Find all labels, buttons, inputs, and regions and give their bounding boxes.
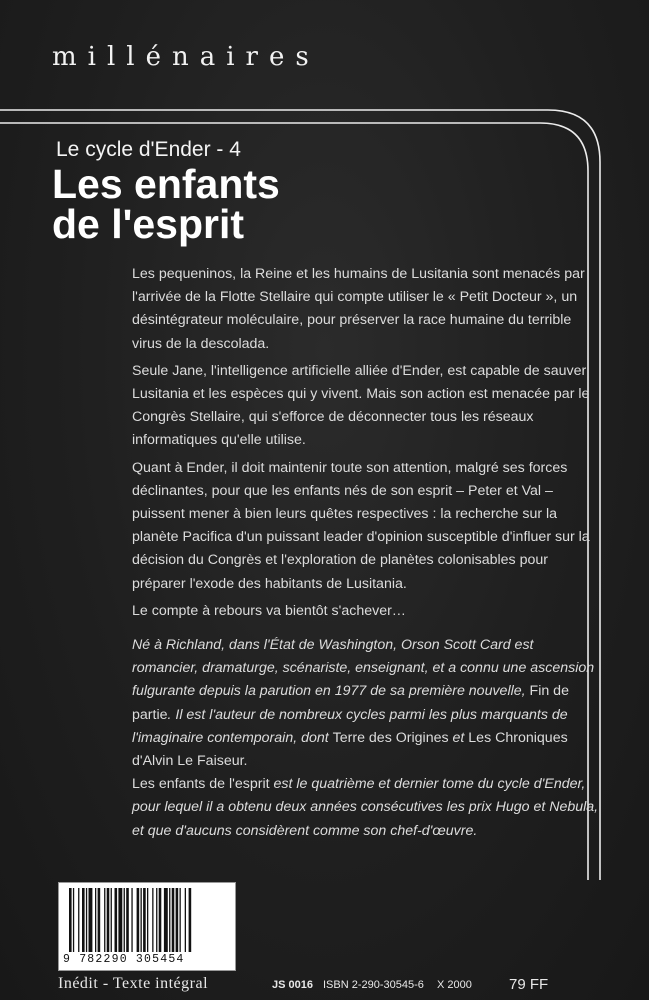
- bio-work-title: Fin de partie: [132, 683, 569, 723]
- barcode-bar: [152, 888, 153, 952]
- barcode-bar: [82, 888, 85, 952]
- bio-work-title: Les Chroniques d'Alvin Le Faiseur: [132, 729, 568, 770]
- summary-paragraph: Seule Jane, l'intelligence artificielle alliée d'Ender, est capable de sauver Lusitania et les espèces qui y vivent. Mais son action est menacée par le Congrès Stellaire, qui s'efforce de déconnecter tous les réseaux informatiques qu'elle utilise.: [132, 362, 590, 449]
- barcode-bar: [131, 888, 132, 952]
- barcode-bar: [78, 888, 79, 952]
- barcode-bar: [141, 888, 142, 952]
- barcode-bar: [176, 888, 179, 952]
- summary-text: [132, 263, 602, 627]
- edition-year: X 2000: [437, 979, 472, 991]
- barcode-bar: [156, 888, 157, 952]
- summary-paragraph: Le compte à rebours va bientôt s'achever…: [132, 602, 406, 619]
- barcode-bar: [69, 888, 72, 952]
- barcode-bar: [98, 888, 101, 952]
- barcode-bar: [115, 888, 118, 952]
- cycle-label: Le cycle d'Ender - 4: [56, 138, 241, 161]
- barcode-bar: [95, 888, 96, 952]
- barcode-bar: [89, 888, 93, 952]
- summary-paragraph: Les pequeninos, la Reine et les humains de Lusitania sont menacés par l'arrivée de la Flotte Stellaire qui compte utiliser le « Petit Docteur », un désintégrateur moléculaire, pour préserver la race humaine du terrible virus de la descolada.: [132, 266, 585, 352]
- edition-label: Inédit - Texte intégral: [58, 975, 209, 992]
- barcode: [58, 882, 236, 971]
- bio-text: et: [448, 729, 469, 746]
- bio-text: .: [243, 753, 248, 770]
- author-bio: [132, 634, 602, 843]
- barcode-bar: [143, 888, 146, 952]
- book-title: [52, 161, 280, 247]
- barcode-bar: [86, 888, 87, 952]
- barcode-bar: [73, 888, 74, 952]
- bio-work-title: Les enfants de l'esprit: [132, 776, 270, 793]
- bio-work-title: Terre des Origines: [332, 729, 449, 746]
- barcode-bar: [159, 888, 162, 952]
- series-name: millénaires: [52, 42, 320, 72]
- barcode-bar: [118, 888, 122, 952]
- barcode-bar: [126, 888, 129, 952]
- book-title-line: Les enfants: [52, 161, 280, 207]
- barcode-bar: [169, 888, 170, 952]
- bio-paragraph: [132, 634, 602, 773]
- barcode-bar: [189, 888, 192, 952]
- summary-paragraph: Quant à Ender, il doit maintenir toute son attention, malgré ses forces déclinantes, pour que les enfants nés de son esprit – Peter et Val – puissent mener à bien leurs quêtes respectives : la recherche sur la planète Pacifica d'un puissant leader d'opinion susceptible d'influer sur la décision du Congrès et l'exploration de planètes colonisables pour préparer l'exode des habitants de Lusitania.: [132, 459, 590, 592]
- isbn: ISBN 2-290-30545-6: [323, 979, 424, 991]
- barcode-bar: [172, 888, 175, 952]
- barcode-number: 9 782290 305454: [63, 953, 185, 966]
- barcode-bar: [185, 888, 186, 952]
- barcode-bar: [147, 888, 148, 952]
- book-title-line: de l'esprit: [52, 201, 245, 247]
- barcode-bar: [180, 888, 181, 952]
- bio-text: . Il est l'auteur de nombreux cycles parmi les plus marquants de l'imaginaire contemporain, dont: [132, 706, 568, 746]
- bio-paragraph: [132, 773, 602, 843]
- barcode-bar: [164, 888, 168, 952]
- bio-text: est le quatrième et dernier tome du cycle d'Ender, pour lequel il a obtenu deux années consécutives les prix Hugo et Nebula, et que d'aucuns considèrent comme son chef-d'œuvre.: [132, 776, 599, 839]
- barcode-bar: [104, 888, 105, 952]
- barcode-bar: [124, 888, 125, 952]
- barcode-bar: [107, 888, 110, 952]
- barcode-bars: [69, 888, 225, 952]
- barcode-bar: [137, 888, 140, 952]
- price: 79 FF: [509, 976, 549, 993]
- catalog-code: JS 0016: [272, 979, 313, 991]
- barcode-bar: [111, 888, 112, 952]
- bio-text: Né à Richland, dans l'État de Washington, Orson Scott Card est romancier, dramaturge, scénariste, enseignant, et a connu une ascension fulgurante depuis la parution en 1977 de sa première nouvelle,: [132, 637, 595, 700]
